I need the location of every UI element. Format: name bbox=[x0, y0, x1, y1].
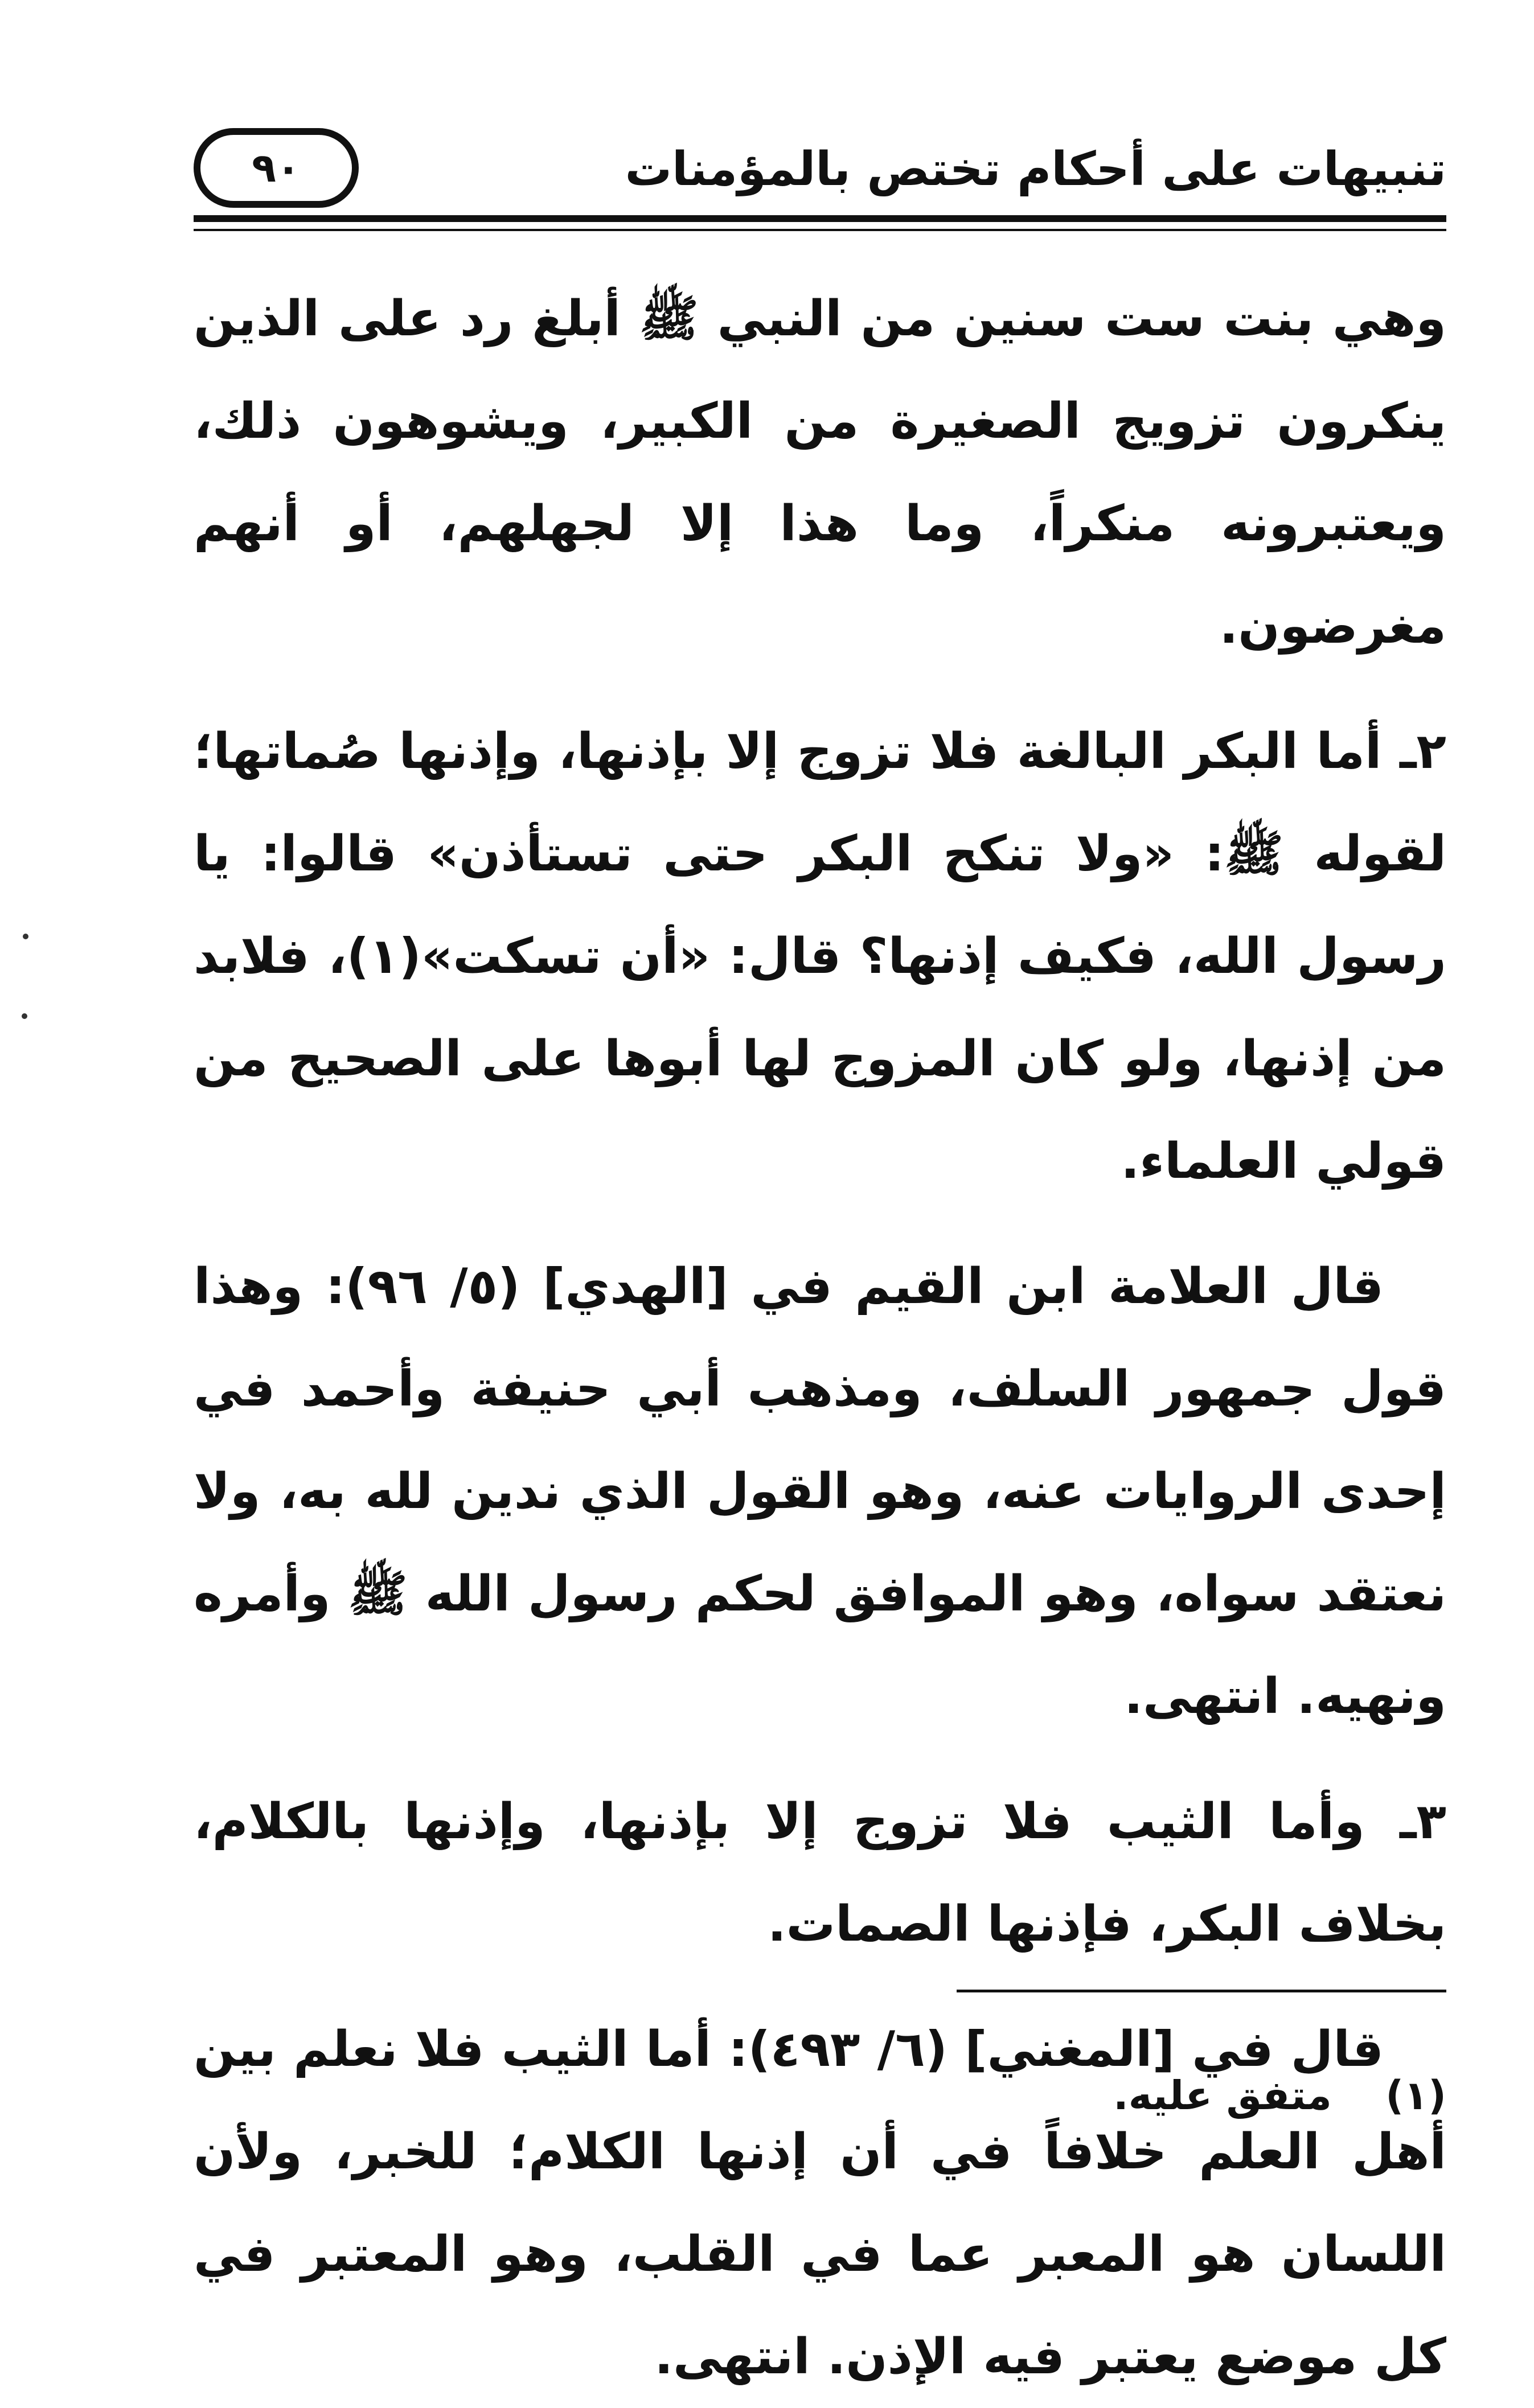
footnote-separator bbox=[957, 1990, 1446, 1992]
paragraph-2: ٢ـ أما البكر البالغة فلا تزوج إلا بإذنها، وإذنها صُماتها؛ لقوله ﷺ: «ولا تنكح البكر حتى تستأذن» قالوا: يا رسول الله، فكيف إذنها؟ قال: «أن تسكت»(١)، فلابد من إذنها، ولو كان المزوج لها أبوها على الصحيح من قولي العلماء. bbox=[194, 723, 1447, 1190]
footnote-text: متفق عليه. bbox=[1113, 2072, 1332, 2119]
scan-speck bbox=[23, 934, 28, 939]
footnote-number: (١) bbox=[1385, 2072, 1446, 2119]
footnote-1 bbox=[1113, 2072, 1446, 2119]
paragraph-3: قال العلامة ابن القيم في [الهدي] (٥/ ٩٦): وهذا قول جمهور السلف، ومذهب أبي حنيفة وأحمد في إحدى الروايات عنه، وهو القول الذي ندين لله به، ولا نعتقد سواه، وهو الموافق لحكم رسول الله ﷺ وأمره ونهيه. انتهى. bbox=[194, 1258, 1446, 1725]
paragraph-5: قال في [المغني] (٦/ ٤٩٣): أما الثيب فلا نعلم بين أهل العلم خلافاً في أن إذنها الكلام؛ للخبر، ولأن اللسان هو المعبر عما في القلب، وهو المعتبر في كل موضع يعتبر فيه الإذن. انتهى. bbox=[194, 2021, 1446, 2385]
header-rule bbox=[194, 215, 1446, 222]
scan-speck bbox=[22, 1013, 27, 1019]
running-header-title: تنبيهات على أحكام تختص بالمؤمنات bbox=[625, 142, 1446, 196]
header-rule-thin bbox=[194, 229, 1446, 231]
paragraph-1: وهي بنت ست سنين من النبي ﷺ أبلغ رد على الذين ينكرون تزويج الصغيرة من الكبير، ويشوهون ذلك، ويعتبرونه منكراً، وما هذا إلا لجهلهم، أو أنهم مغرضون. bbox=[194, 290, 1446, 655]
page-number-badge: ٩٠ bbox=[194, 128, 359, 208]
paragraph-4: ٣ـ وأما الثيب فلا تزوج إلا بإذنها، وإذنها بالكلام، بخلاف البكر، فإذنها الصمات. bbox=[194, 1793, 1446, 1953]
page-header bbox=[194, 114, 1446, 228]
